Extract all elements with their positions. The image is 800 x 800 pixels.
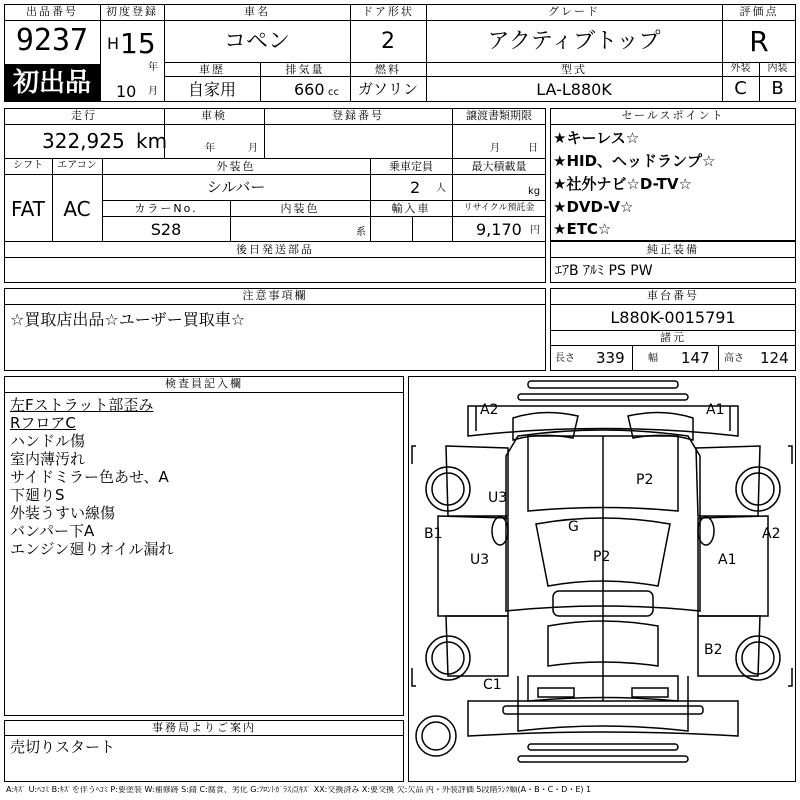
notes-text: ☆買取店出品☆ユーザー買取車☆: [10, 310, 246, 329]
recycle-fee: 9,170: [476, 220, 522, 239]
damage-mark: U3: [488, 490, 508, 506]
dims-label: 諸元: [660, 331, 686, 344]
inspector-line: ハンドル傷: [10, 432, 86, 450]
sales-point-item: ★社外ナビ☆D-TV☆: [553, 175, 692, 193]
displacement-unit: cc: [328, 87, 339, 98]
sales-point-item: ★DVD-V☆: [553, 198, 634, 216]
height-label: 高さ: [724, 353, 744, 364]
lot-no-label: 出品番号: [26, 5, 78, 18]
capacity-unit: 人: [436, 183, 446, 194]
transfer-month-unit: 月: [490, 143, 500, 154]
displacement: 660: [294, 80, 325, 99]
first-listing-badge: 初出品: [4, 64, 100, 102]
inspector-line: エンジン廻りオイル漏れ: [10, 540, 174, 558]
equipment-label: 純正装備: [647, 243, 699, 256]
color-no-label: カラーNo.: [134, 202, 198, 215]
width: 147: [681, 349, 710, 367]
chassis-label: 車台番号: [647, 289, 699, 302]
damage-mark: A2: [480, 402, 499, 418]
mileage: 322,925: [42, 129, 125, 153]
doors: 2: [381, 29, 395, 54]
chassis-number: L880K-0015791: [610, 308, 736, 327]
recycle-unit: 円: [530, 225, 540, 236]
inspector-notes: [10, 396, 174, 558]
score: R: [749, 25, 769, 58]
grade: アクティブトップ: [487, 29, 661, 54]
damage-mark: B1: [424, 526, 443, 542]
inspector-line: バンパー下A: [10, 522, 95, 540]
grade-label: グレード: [548, 5, 600, 18]
load-unit: kg: [528, 186, 541, 197]
legend: A:ｷｽﾞ U:ﾍｺﾐ B:ｷｽﾞを伴うﾍｺﾐ P:要塗装 W:補修跡 S:錆 C:腐食、劣化 G:ﾌﾛﾝﾄｶﾞﾗｽ点ｷｽﾞ XX:交換済み X:要交換 欠:欠品 内・外装評価 5段階ﾗﾝｸ順(A・B・C・D・E) 1: [6, 786, 592, 794]
sales-point-item: ★キーレス☆: [553, 129, 640, 147]
damage-mark: G: [568, 519, 579, 535]
exterior-label: 外装: [730, 63, 751, 74]
month-unit: 月: [148, 86, 158, 97]
mileage-unit: km: [136, 129, 168, 153]
damage-mark: B2: [704, 642, 723, 658]
inspector-line: サイドミラー色あせ、A: [10, 468, 169, 486]
interior-color-unit: 系: [356, 227, 366, 238]
inspector-line: 左Fストラット部歪み: [10, 396, 154, 414]
office-label: 事務局よりご案内: [152, 721, 256, 734]
interior-grade: B: [771, 78, 784, 99]
damage-mark: A1: [706, 402, 725, 418]
later-parts-label: 後日発送部品: [236, 243, 314, 256]
ac-label: エアコン: [57, 160, 97, 171]
fuel-label: 燃料: [375, 63, 401, 76]
recycle-label: リサイクル預託金: [463, 203, 535, 213]
transfer-label: 譲渡書類期限: [466, 109, 532, 122]
score-label: 評価点: [739, 5, 779, 18]
capacity-label: 乗車定員: [389, 160, 433, 173]
exterior-grade: C: [734, 78, 747, 99]
inspection-month-unit: 月: [248, 143, 258, 154]
capacity: 2: [410, 178, 421, 197]
shift-label: シフト: [13, 160, 43, 171]
model-code: LA-L880K: [536, 80, 612, 99]
inspector-label: 検査員記入欄: [165, 377, 243, 390]
reg-year: 15: [120, 27, 156, 60]
inspection-label: 車検: [201, 109, 227, 122]
interior-color-label: 内装色: [280, 202, 320, 215]
color-no: S28: [150, 220, 182, 239]
damage-mark: P2: [636, 472, 654, 488]
damage-mark: A1: [718, 552, 737, 568]
history-label: 車歴: [199, 63, 225, 76]
damage-mark: A2: [762, 526, 781, 542]
damage-mark: U3: [470, 552, 490, 568]
office-text: 売切りスタート: [10, 738, 116, 756]
displacement-label: 排気量: [285, 63, 325, 76]
damage-mark: C1: [483, 677, 502, 693]
interior-label: 内装: [767, 63, 788, 74]
color: シルバー: [206, 178, 266, 196]
history: 自家用: [187, 80, 236, 99]
inspector-line: 室内薄汚れ: [10, 450, 86, 468]
first-reg-label: 初度登録: [106, 5, 158, 18]
sales-point-item: ★ETC☆: [553, 220, 612, 238]
model-code-label: 型式: [561, 63, 587, 76]
height: 124: [760, 349, 789, 367]
color-label: 外装色: [216, 160, 256, 173]
sales-points-label: セールスポイント: [621, 109, 725, 122]
inspector-line: RフロアC: [10, 414, 76, 432]
damage-mark: P2: [593, 549, 611, 565]
import-label: 輸入車: [391, 202, 431, 215]
length: 339: [596, 349, 625, 367]
door-label: ドア形状: [362, 5, 414, 18]
ac: AC: [63, 197, 91, 221]
inspection-year-unit: 年: [205, 143, 215, 154]
length-label: 長さ: [555, 353, 575, 364]
fuel: ガソリン: [357, 80, 418, 98]
equipment-value: ｴｱB ｱﾙﾐ PS PW: [555, 263, 653, 279]
load-label: 最大積載量: [471, 160, 527, 173]
car-name: コペン: [223, 29, 290, 54]
car-damage-diagram: [408, 376, 796, 782]
width-label: 幅: [648, 353, 658, 364]
shift: FAT: [10, 197, 45, 221]
mileage-label: 走行: [71, 109, 97, 122]
sales-point-item: ★HID、ヘッドランプ☆: [553, 152, 716, 170]
inspector-line: 外装うすい線傷: [10, 504, 116, 522]
year-unit: 年: [148, 62, 158, 73]
era: H: [107, 34, 120, 53]
transfer-day-unit: 日: [528, 143, 538, 154]
notes-label: 注意事項欄: [242, 289, 308, 302]
inspector-line: 下廻りS: [10, 486, 65, 504]
reg-month: 10: [116, 82, 137, 101]
lot-number: 9237: [15, 23, 89, 58]
registration-label: 登録番号: [332, 109, 384, 122]
car-name-label: 車名: [244, 5, 270, 18]
